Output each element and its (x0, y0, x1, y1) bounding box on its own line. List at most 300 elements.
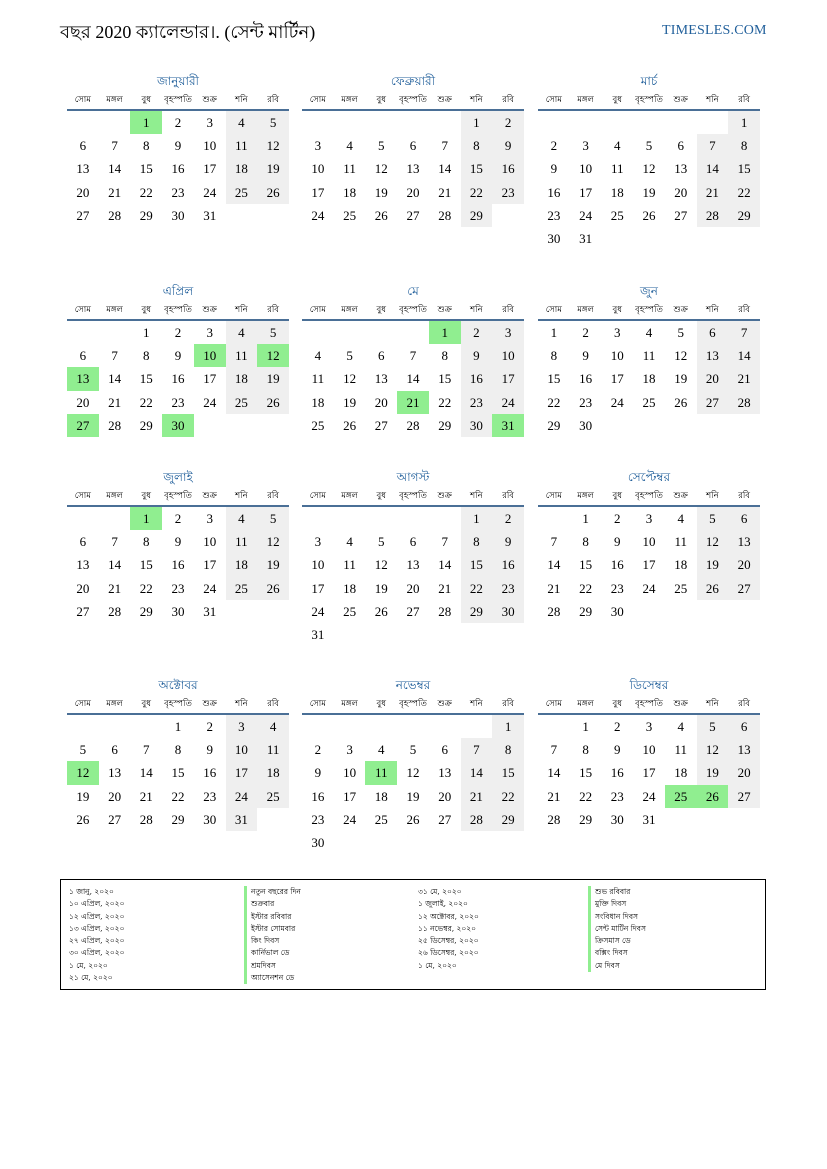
day-cell: 2 (614, 719, 621, 734)
day-cell: 12 (257, 530, 289, 553)
empty-cell (365, 507, 397, 530)
day-cell: 7 (441, 138, 448, 154)
day-cell: 26 (642, 207, 656, 223)
legend-date: ১২ অক্টোবর, ২০২০ (418, 911, 479, 921)
day-cell: 21 (728, 367, 760, 390)
day-cell: 15 (579, 765, 593, 781)
day-cell: 27 (728, 785, 760, 808)
day-cell: 17 (492, 367, 524, 390)
day-cell: 7 (728, 321, 760, 344)
day-cell: 15 (438, 371, 452, 387)
day-cell: 31 (642, 811, 656, 827)
weekday-label: শনি (235, 305, 248, 315)
empty-cell (397, 507, 429, 530)
weekday-label: মঙ্গল (106, 305, 123, 315)
empty-cell (99, 507, 131, 530)
day-cell: 21 (547, 788, 561, 804)
empty-cell (67, 715, 99, 738)
day-cell: 31 (203, 207, 217, 223)
day-cell: 7 (550, 742, 558, 758)
empty-cell (429, 111, 461, 134)
day-cell: 24 (579, 207, 593, 223)
day-cell: 8 (143, 534, 150, 550)
day-cell: 14 (438, 161, 452, 177)
day-cell: 25 (311, 417, 325, 433)
day-cell: 18 (226, 553, 258, 576)
day-cell: 8 (728, 134, 760, 157)
empty-cell (365, 715, 397, 738)
day-cell: 18 (226, 157, 258, 180)
day-cell: 23 (579, 394, 593, 410)
weekday-label: শুক্র (673, 699, 688, 709)
day-cell: 15 (461, 553, 493, 576)
day-cell: 19 (343, 394, 357, 410)
day-cell: 31 (203, 603, 217, 619)
weekday-label: শুক্র (202, 491, 217, 501)
weekday-label: মঙ্গল (106, 95, 123, 105)
day-cell: 28 (108, 417, 122, 433)
holiday-day-cell: 11 (365, 761, 397, 784)
day-cell: 29 (438, 417, 452, 433)
month-block (538, 466, 760, 623)
day-cell: 4 (346, 534, 353, 550)
days-grid (538, 507, 760, 623)
day-cell: 23 (311, 811, 325, 827)
day-cell: 19 (257, 157, 289, 180)
weekday-label: বৃহস্পতি (635, 95, 663, 105)
weekday-label: সোম (309, 699, 326, 709)
day-cell: 4 (378, 742, 385, 758)
weekday-label: সোম (309, 305, 326, 315)
weekday-header (67, 302, 289, 321)
day-cell: 9 (206, 742, 213, 758)
month-block (538, 674, 760, 831)
day-cell: 6 (409, 138, 417, 154)
legend-holiday-name: মুক্তি দিবস (588, 898, 646, 910)
day-cell: 28 (108, 207, 122, 223)
day-cell: 29 (547, 417, 561, 433)
day-cell: 28 (406, 417, 420, 433)
holiday-day-cell: 26 (697, 785, 729, 808)
day-cell: 4 (226, 111, 258, 134)
legend-holiday-name: ইস্টার সোমবার (244, 923, 301, 935)
legend-holiday-name: শুক্রবার (244, 898, 301, 910)
weekday-label: শনি (235, 699, 248, 709)
day-cell: 20 (374, 394, 388, 410)
day-cell: 7 (550, 534, 558, 550)
day-cell: 23 (461, 391, 493, 414)
day-cell: 29 (579, 603, 593, 619)
day-cell: 29 (461, 600, 493, 623)
day-cell: 19 (642, 184, 656, 200)
day-cell: 20 (728, 553, 760, 576)
day-cell: 10 (343, 765, 357, 781)
day-cell: 19 (374, 184, 388, 200)
legend-dates-2 (418, 886, 479, 972)
holiday-day-cell: 25 (665, 785, 697, 808)
weekday-label: শুক্র (202, 699, 217, 709)
weekday-header (538, 92, 760, 111)
legend-holiday-name: শ্রমদিবস (244, 960, 301, 972)
weekday-label: রবি (502, 491, 515, 501)
weekday-label: বৃহস্পতি (635, 699, 663, 709)
day-cell: 17 (203, 557, 217, 573)
day-cell: 7 (697, 134, 729, 157)
weekday-label: মঙ্গল (341, 305, 358, 315)
days-grid (538, 111, 760, 250)
day-cell: 28 (547, 811, 561, 827)
day-cell: 5 (257, 111, 289, 134)
day-cell: 5 (697, 715, 729, 738)
day-cell: 21 (108, 394, 122, 410)
day-cell: 2 (314, 742, 322, 758)
day-cell: 2 (174, 115, 182, 130)
month-block (67, 466, 289, 623)
day-cell: 7 (111, 138, 118, 154)
day-cell: 11 (257, 738, 289, 761)
legend-holiday-name: ইস্টার রবিবার (244, 911, 301, 923)
day-cell: 2 (206, 719, 213, 734)
weekday-label: শনি (235, 491, 248, 501)
legend-date: ২৬ ডিসেম্বর, ২০২০ (418, 948, 479, 958)
day-cell: 5 (257, 507, 289, 530)
day-cell: 21 (438, 580, 452, 596)
weekday-label: শনি (706, 95, 719, 105)
day-cell: 14 (139, 765, 153, 781)
day-cell: 17 (642, 765, 656, 781)
empty-cell (570, 111, 602, 134)
day-cell: 22 (547, 394, 561, 410)
month-name: জুলাই (163, 470, 193, 484)
day-cell: 12 (697, 530, 729, 553)
legend-holiday-name: অ্যাসেনশন ডে (244, 972, 301, 984)
day-cell: 23 (610, 788, 624, 804)
weekday-header (538, 488, 760, 507)
month-name: সেপ্টেম্বর (627, 470, 671, 484)
day-cell: 4 (645, 325, 653, 340)
day-cell: 21 (108, 184, 122, 200)
day-cell: 16 (311, 788, 325, 804)
day-cell: 26 (257, 391, 289, 414)
day-cell: 2 (492, 507, 524, 530)
empty-cell (334, 111, 366, 134)
day-cell: 22 (139, 394, 153, 410)
day-cell: 10 (610, 348, 624, 364)
day-cell: 12 (374, 161, 388, 177)
day-cell: 5 (346, 348, 353, 364)
weekday-label: বৃহস্পতি (635, 491, 663, 501)
day-cell: 19 (697, 761, 729, 784)
legend-date: ১০ এপ্রিল, ২০২০ (69, 899, 125, 909)
day-cell: 8 (441, 348, 448, 364)
empty-cell (365, 111, 397, 134)
day-cell: 9 (550, 161, 558, 177)
legend-holiday-name: মে দিবস (588, 960, 646, 972)
day-cell: 3 (314, 534, 322, 550)
weekday-label: শুক্র (673, 491, 688, 501)
day-cell: 18 (311, 394, 325, 410)
weekday-label: শনি (470, 491, 483, 501)
day-cell: 27 (728, 577, 760, 600)
weekday-label: বৃহস্পতি (164, 95, 192, 105)
day-cell: 16 (171, 557, 185, 573)
empty-cell (67, 321, 99, 344)
day-cell: 15 (728, 157, 760, 180)
day-cell: 24 (203, 184, 217, 200)
day-cell: 26 (674, 394, 688, 410)
day-cell: 7 (441, 534, 448, 550)
day-cell: 25 (674, 580, 688, 596)
day-cell: 20 (728, 761, 760, 784)
weekday-header (302, 488, 524, 507)
holiday-day-cell: 1 (429, 321, 461, 344)
weekday-label: বৃহস্পতি (164, 305, 192, 315)
day-cell: 27 (674, 207, 688, 223)
day-cell: 13 (374, 371, 388, 387)
weekday-label: শুক্র (673, 305, 688, 315)
legend-holiday-name: কিং দিবস (244, 935, 301, 947)
day-cell: 16 (461, 367, 493, 390)
day-cell: 13 (728, 738, 760, 761)
weekday-label: রবি (502, 305, 515, 315)
day-cell: 6 (378, 348, 385, 364)
day-cell: 30 (203, 811, 217, 827)
weekday-label: বৃহস্পতি (399, 305, 427, 315)
day-cell: 28 (697, 204, 729, 227)
month-block (302, 674, 524, 854)
day-cell: 12 (343, 371, 357, 387)
day-cell: 30 (311, 834, 325, 850)
day-cell: 1 (582, 511, 589, 526)
day-cell: 10 (203, 534, 217, 550)
weekday-label: শুক্র (437, 305, 452, 315)
day-cell: 4 (314, 348, 322, 364)
day-cell: 18 (257, 761, 289, 784)
day-cell: 25 (343, 207, 357, 223)
weekday-label: শুক্র (437, 95, 452, 105)
day-cell: 21 (438, 184, 452, 200)
day-cell: 24 (642, 788, 656, 804)
day-cell: 22 (139, 580, 153, 596)
month-name: মে (407, 284, 419, 298)
day-cell: 18 (642, 371, 656, 387)
legend-holiday-name: শুভ রবিবার (588, 886, 646, 898)
empty-cell (99, 715, 131, 738)
day-cell: 6 (728, 715, 760, 738)
day-cell: 22 (438, 394, 452, 410)
weekday-label: বুধ (376, 491, 387, 501)
day-cell: 11 (674, 534, 687, 550)
day-cell: 5 (697, 507, 729, 530)
days-grid (302, 507, 524, 646)
day-cell: 4 (614, 138, 621, 154)
empty-cell (538, 507, 570, 530)
day-cell: 13 (76, 161, 90, 177)
day-cell: 16 (171, 161, 185, 177)
weekday-label: সোম (74, 95, 91, 105)
weekday-label: সোম (309, 95, 326, 105)
day-cell: 4 (346, 138, 353, 154)
day-cell: 19 (406, 788, 420, 804)
empty-cell (302, 715, 334, 738)
days-grid (67, 507, 289, 623)
weekday-label: বৃহস্পতি (399, 699, 427, 709)
day-cell: 18 (374, 788, 388, 804)
day-cell: 29 (139, 603, 153, 619)
day-cell: 8 (492, 738, 524, 761)
day-cell: 17 (311, 184, 325, 200)
weekday-header (67, 92, 289, 111)
weekday-header (302, 92, 524, 111)
day-cell: 31 (579, 230, 593, 246)
day-cell: 15 (139, 557, 153, 573)
brand-link[interactable]: TIMESLES.COM (662, 23, 767, 38)
day-cell: 13 (728, 530, 760, 553)
day-cell: 5 (79, 742, 87, 758)
day-cell: 2 (582, 325, 589, 340)
day-cell: 26 (374, 207, 388, 223)
weekday-label: শনি (706, 699, 719, 709)
day-cell: 30 (171, 603, 185, 619)
day-cell: 23 (492, 181, 524, 204)
day-cell: 25 (226, 577, 258, 600)
day-cell: 5 (257, 321, 289, 344)
day-cell: 16 (610, 765, 624, 781)
day-cell: 13 (674, 161, 688, 177)
empty-cell (538, 111, 570, 134)
day-cell: 4 (677, 511, 684, 526)
day-cell: 15 (547, 371, 561, 387)
legend-date: ২১ মে, ২০২০ (69, 973, 113, 983)
day-cell: 9 (614, 534, 621, 550)
day-cell: 12 (374, 557, 388, 573)
holiday-day-cell: 21 (397, 391, 429, 414)
day-cell: 9 (461, 344, 493, 367)
day-cell: 22 (461, 181, 493, 204)
day-cell: 26 (343, 417, 357, 433)
day-cell: 25 (610, 207, 624, 223)
day-cell: 8 (143, 348, 150, 364)
holiday-legend (60, 879, 766, 990)
day-cell: 25 (226, 391, 258, 414)
day-cell: 16 (492, 553, 524, 576)
empty-cell (334, 715, 366, 738)
day-cell: 22 (579, 788, 593, 804)
day-cell: 19 (76, 788, 90, 804)
day-cell: 26 (697, 577, 729, 600)
day-cell: 6 (677, 138, 684, 154)
day-cell: 30 (610, 603, 624, 619)
empty-cell (67, 111, 99, 134)
weekday-label: সোম (74, 491, 91, 501)
day-cell: 14 (697, 157, 729, 180)
day-cell: 6 (79, 138, 87, 154)
day-cell: 9 (314, 765, 322, 781)
weekday-label: বুধ (141, 95, 152, 105)
day-cell: 17 (343, 788, 357, 804)
day-cell: 28 (438, 207, 452, 223)
weekday-label: রবি (502, 95, 515, 105)
day-cell: 21 (461, 785, 493, 808)
day-cell: 24 (311, 207, 325, 223)
weekday-label: শনি (706, 491, 719, 501)
weekday-label: সোম (309, 491, 326, 501)
day-cell: 6 (79, 348, 87, 364)
day-cell: 24 (203, 394, 217, 410)
weekday-header (67, 488, 289, 507)
day-cell: 19 (374, 580, 388, 596)
weekday-label: মঙ্গল (577, 305, 594, 315)
day-cell: 8 (461, 134, 493, 157)
weekday-label: মঙ্গল (341, 95, 358, 105)
day-cell: 11 (226, 530, 258, 553)
day-cell: 30 (579, 417, 593, 433)
weekday-header (538, 696, 760, 715)
day-cell: 1 (728, 111, 760, 134)
weekday-label: মঙ্গল (341, 699, 358, 709)
day-cell: 27 (76, 207, 90, 223)
weekday-label: বুধ (141, 491, 152, 501)
weekday-label: মঙ্গল (577, 491, 594, 501)
day-cell: 18 (343, 184, 357, 200)
day-cell: 3 (582, 138, 589, 154)
weekday-label: সোম (74, 305, 91, 315)
day-cell: 15 (139, 161, 153, 177)
weekday-label: রবি (267, 491, 280, 501)
month-block (302, 280, 524, 437)
day-cell: 9 (174, 534, 182, 550)
day-cell: 25 (642, 394, 656, 410)
legend-date: ৩০ এপ্রিল, ২০২০ (69, 948, 125, 958)
day-cell: 23 (492, 577, 524, 600)
empty-cell (334, 507, 366, 530)
empty-cell (397, 111, 429, 134)
day-cell: 20 (76, 184, 90, 200)
day-cell: 24 (203, 580, 217, 596)
day-cell: 13 (406, 557, 420, 573)
day-cell: 16 (579, 371, 593, 387)
weekday-label: মঙ্গল (106, 699, 123, 709)
day-cell: 25 (343, 603, 357, 619)
weekday-label: শনি (470, 305, 483, 315)
weekday-label: শুক্র (202, 95, 217, 105)
day-cell: 22 (492, 785, 524, 808)
day-cell: 25 (257, 785, 289, 808)
day-cell: 17 (579, 184, 593, 200)
day-cell: 13 (108, 765, 122, 781)
day-cell: 5 (677, 325, 684, 340)
day-cell: 12 (257, 134, 289, 157)
day-cell: 31 (311, 626, 325, 642)
month-block (538, 70, 760, 250)
weekday-label: সোম (545, 491, 562, 501)
weekday-label: বুধ (612, 699, 623, 709)
day-cell: 27 (374, 417, 388, 433)
day-cell: 19 (257, 553, 289, 576)
day-cell: 20 (438, 788, 452, 804)
days-grid (538, 715, 760, 831)
day-cell: 28 (108, 603, 122, 619)
day-cell: 31 (226, 808, 258, 831)
day-cell: 5 (645, 138, 653, 154)
day-cell: 28 (547, 603, 561, 619)
day-cell: 3 (645, 719, 653, 734)
day-cell: 24 (311, 603, 325, 619)
day-cell: 4 (257, 715, 289, 738)
day-cell: 20 (697, 367, 729, 390)
day-cell: 29 (492, 808, 524, 831)
day-cell: 2 (614, 511, 621, 526)
